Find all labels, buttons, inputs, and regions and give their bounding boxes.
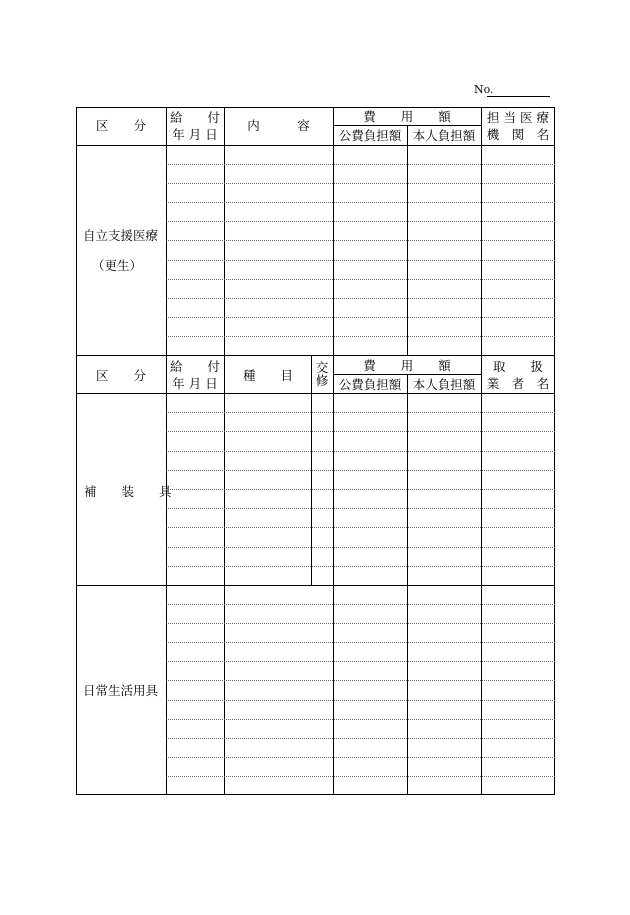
section3-entry-line[interactable]: [166, 738, 555, 739]
section2-entry-line[interactable]: [166, 566, 555, 567]
section3-entry-line[interactable]: [166, 642, 555, 643]
section1-cost-header: 費 用 額: [363, 109, 451, 124]
section1-public-burden-header: 公費負担額: [338, 128, 402, 143]
section2-category-header: 区 分: [95, 368, 146, 383]
section1-entry-line[interactable]: [166, 317, 555, 318]
section1-entry-line[interactable]: [166, 202, 555, 203]
section1-date-header-top: 給 付: [169, 110, 220, 125]
section2-category-label: 補 装 具: [84, 484, 172, 499]
section3-entry-line[interactable]: [166, 680, 555, 681]
section2-vendor-header-top: 取 扱: [492, 359, 543, 374]
section3-entry-line[interactable]: [166, 719, 555, 720]
section2-exchange-repair-header: [315, 361, 329, 387]
section3-entry-line[interactable]: [166, 757, 555, 758]
section1-entry-line[interactable]: [166, 221, 555, 222]
section1-category-label: 自立支援医療: [83, 228, 159, 243]
section1-entry-line[interactable]: [166, 279, 555, 280]
section3-entry-line[interactable]: [166, 623, 555, 624]
section2-entry-line[interactable]: [166, 489, 555, 490]
section1-entry-line[interactable]: [166, 336, 555, 337]
section2-bottom-line: [76, 585, 555, 586]
section1-entry-line[interactable]: [166, 240, 555, 241]
section3-entry-line[interactable]: [166, 776, 555, 777]
section2-self-burden-header: 本人負担額: [412, 377, 476, 392]
section2-header-bottom-line: [76, 393, 555, 394]
repair-label: 修: [315, 373, 329, 388]
document-number-field[interactable]: [487, 96, 550, 97]
section2-entry-line[interactable]: [166, 470, 555, 471]
section2-vendor-header-bottom: 業 者 名: [486, 376, 550, 391]
section1-entry-line[interactable]: [166, 298, 555, 299]
section1-content-header: 内 容: [247, 118, 310, 133]
section2-entry-line[interactable]: [166, 508, 555, 509]
section2-date-header-top: 給 付: [169, 359, 220, 374]
section1-entry-line[interactable]: [166, 183, 555, 184]
section1-entry-line[interactable]: [166, 260, 555, 261]
section1-category-sublabel: （更生）: [92, 258, 143, 273]
section2-entry-line[interactable]: [166, 527, 555, 528]
section2-item-type-header: 種 目: [242, 368, 293, 383]
section1-entry-line[interactable]: [166, 164, 555, 165]
section1-header-bottom-line: [76, 145, 555, 146]
section2-date-header-bottom: 年 月 日: [172, 376, 218, 391]
section1-bottom-line: [76, 355, 555, 356]
section3-category-label: 日常生活用具: [83, 683, 159, 698]
section3-entry-line[interactable]: [166, 700, 555, 701]
section3-entry-line[interactable]: [166, 604, 555, 605]
section2-entry-line[interactable]: [166, 412, 555, 413]
section1-self-burden-header: 本人負担額: [412, 128, 476, 143]
document-number-label: No.: [474, 83, 494, 96]
section2-entry-line[interactable]: [166, 431, 555, 432]
section1-institution-header-top: 担 当 医 療: [487, 110, 549, 125]
section1-institution-header-bottom: 機 関 名: [486, 127, 550, 142]
burden-column-divider-2: [407, 374, 408, 795]
section1-category-header: 区 分: [95, 118, 146, 133]
section2-entry-line[interactable]: [166, 547, 555, 548]
section3-entry-line[interactable]: [166, 661, 555, 662]
exchange-label: 交: [315, 360, 329, 375]
section2-entry-line[interactable]: [166, 451, 555, 452]
section2-public-burden-header: 公費負担額: [338, 377, 402, 392]
section2-cost-header: 費 用 額: [363, 358, 451, 373]
section1-date-header-bottom: 年 月 日: [172, 127, 218, 142]
